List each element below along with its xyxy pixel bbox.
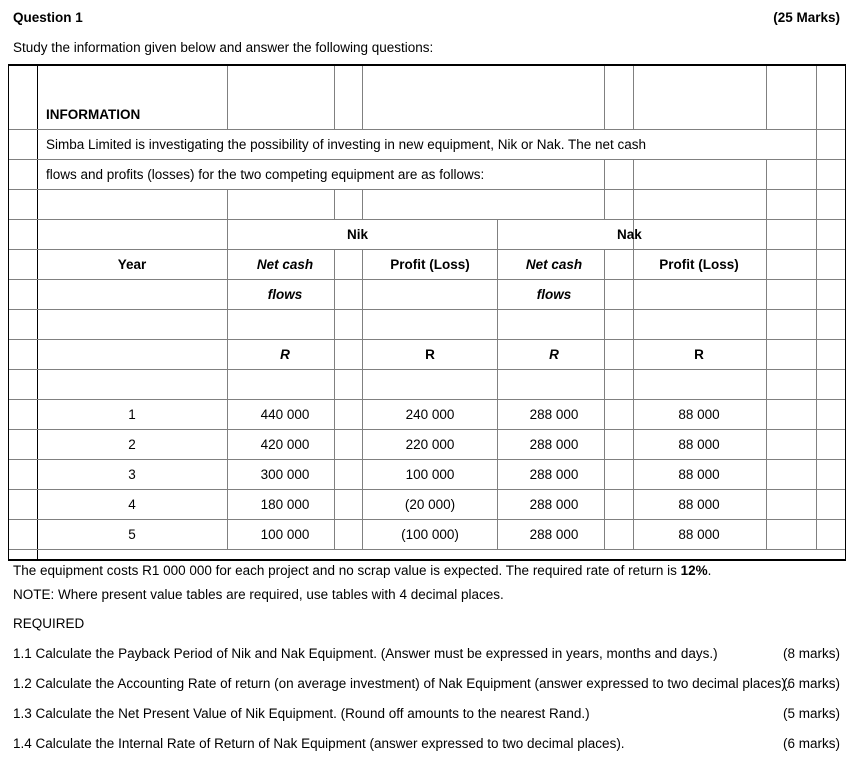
col-nik-profit-header: Profit (Loss) (390, 257, 470, 272)
required-heading: REQUIRED (13, 616, 85, 631)
cell-nak-ncf: 288 000 (529, 437, 579, 452)
intro-text: Study the information given below and answer the following questions: (13, 40, 434, 55)
currency-nak-profit: R (694, 347, 704, 362)
question-1-3: 1.3 Calculate the Net Present Value of Nik Equipment. (Round off amounts to the nearest Rand.) (13, 706, 590, 721)
info-heading: INFORMATION (46, 107, 141, 122)
cell-nik-profit: (100 000) (401, 527, 459, 542)
col-nik-ncf-header-2: flows (267, 287, 303, 302)
cell-nik-ncf: 300 000 (260, 467, 310, 482)
required-rate: 12% (680, 563, 708, 578)
cell-nik-profit: 240 000 (405, 407, 455, 422)
cell-nak-profit: 88 000 (678, 467, 720, 482)
cell-year: 1 (128, 407, 136, 422)
col-nak-ncf-header: Net cash (525, 257, 583, 272)
pv-table-note: NOTE: Where present value tables are required, use tables with 4 decimal places. (13, 587, 504, 602)
info-line-2: flows and profits (losses) for the two competing equipment are as follows: (46, 167, 485, 182)
currency-nak-ncf: R (549, 347, 559, 362)
cell-nak-profit: 88 000 (678, 527, 720, 542)
cell-nik-ncf: 100 000 (260, 527, 310, 542)
cell-nak-profit: 88 000 (678, 497, 720, 512)
question-1-1-marks: (8 marks) (783, 646, 840, 661)
question-1-4-marks: (6 marks) (783, 736, 840, 751)
cost-statement (13, 563, 711, 578)
cell-year: 4 (128, 497, 136, 512)
group-nak-label: Nak (617, 227, 642, 242)
cell-nik-ncf: 180 000 (260, 497, 310, 512)
cell-nak-profit: 88 000 (678, 437, 720, 452)
cell-nak-ncf: 288 000 (529, 467, 579, 482)
cell-nik-profit: (20 000) (404, 497, 456, 512)
info-line-1: Simba Limited is investigating the possibility of investing in new equipment, Nik or Nak. The net cash (46, 137, 647, 152)
question-1-4: 1.4 Calculate the Internal Rate of Return of Nak Equipment (answer expressed to two decimal places). (13, 736, 625, 751)
cell-nik-profit: 100 000 (405, 467, 455, 482)
currency-nik-profit: R (425, 347, 435, 362)
cell-year: 2 (128, 437, 136, 452)
cell-nik-ncf: 420 000 (260, 437, 310, 452)
cell-nak-profit: 88 000 (678, 407, 720, 422)
cell-nak-ncf: 288 000 (529, 407, 579, 422)
cost-statement-text: The equipment costs R1 000 000 for each project and no scrap value is expected. The required rate of return is (13, 563, 681, 578)
cell-nik-ncf: 440 000 (260, 407, 310, 422)
question-title: Question 1 (13, 10, 83, 25)
question-1-2: 1.2 Calculate the Accounting Rate of return (on average investment) of Nak Equipment (answer expressed to two decimal places). (13, 676, 790, 691)
col-nak-ncf-header-2: flows (536, 287, 572, 302)
col-nik-ncf-header: Net cash (256, 257, 314, 272)
total-marks: (25 Marks) (773, 10, 840, 25)
cell-nik-profit: 220 000 (405, 437, 455, 452)
cell-year: 3 (128, 467, 136, 482)
cell-nak-ncf: 288 000 (529, 497, 579, 512)
currency-nik-ncf: R (280, 347, 290, 362)
cell-year: 5 (128, 527, 136, 542)
col-year-header: Year (117, 257, 147, 272)
question-1-3-marks: (5 marks) (783, 706, 840, 721)
question-1-1: 1.1 Calculate the Payback Period of Nik and Nak Equipment. (Answer must be expressed in years, months and days.) (13, 646, 718, 661)
cell-nak-ncf: 288 000 (529, 527, 579, 542)
group-nik-label: Nik (347, 227, 369, 242)
question-1-2-marks: (6 marks) (783, 676, 840, 691)
cost-statement-end: . (707, 563, 712, 578)
col-nak-profit-header: Profit (Loss) (659, 257, 739, 272)
